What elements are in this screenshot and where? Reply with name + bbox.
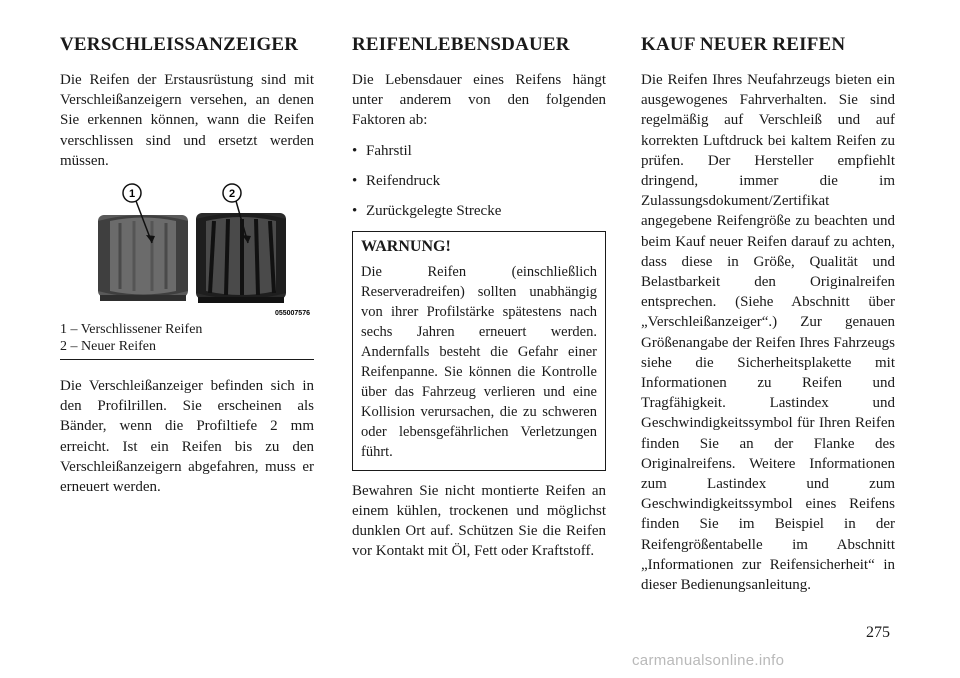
tire-life-factors <box>352 141 606 221</box>
heading-buying-tires: KAUF NEUER REIFEN <box>641 34 846 55</box>
warning-box <box>352 231 606 471</box>
wear-indicators-intro: Die Reifen der Erstausrüstung sind mit Verschleißanzeigern versehen, an denen Sie erkennen können, wann die Reifen verschlissen sind und ersetzt werden müssen. <box>60 72 314 169</box>
wear-indicators-body: Die Verschleißanzeiger befinden sich in den Profilrillen. Sie erscheinen als Bänder, wenn die Profiltiefe 2 mm erreicht. Ist ein Reifen bis zu den Verschleißanzeigern abgefahren, muss er erneuert werden. <box>60 378 314 496</box>
page-number: 275 <box>866 624 890 641</box>
new-tire-image <box>196 213 286 303</box>
column-tire-life <box>352 34 606 561</box>
figure-id: 055007576 <box>274 310 310 318</box>
tire-wear-figure <box>60 181 314 321</box>
callout-2-label: 2 <box>228 188 236 201</box>
column-wear-indicators <box>60 34 314 497</box>
list-item: • Reifendruck <box>352 172 441 189</box>
list-item: • Fahrstil <box>352 142 412 159</box>
caption-divider <box>60 359 314 360</box>
caption-new-tire: 2 – Neuer Reifen <box>60 339 157 355</box>
column-buying-tires <box>641 34 895 595</box>
list-item: • Zurückgelegte Strecke <box>352 202 502 219</box>
caption-worn-tire: 1 – Verschlissener Reifen <box>60 322 203 338</box>
tire-illustration <box>60 181 314 321</box>
warning-title: WARNUNG! <box>361 237 451 255</box>
callout-1-label: 1 <box>128 188 136 201</box>
watermark: carmanualsonline.info <box>632 652 785 669</box>
worn-tire-image <box>98 215 188 301</box>
heading-tire-life: REIFENLEBENSDAUER <box>352 34 570 55</box>
heading-wear-indicators: VERSCHLEISSANZEIGER <box>60 34 299 55</box>
tire-life-intro: Die Lebensdauer eines Reifens hängt unter anderem von den folgenden Faktoren ab: <box>352 72 606 129</box>
warning-text: Die Reifen (einschließlich Reserveradreifen) sollten unabhängig von ihrer Profilstärke spätestens nach sechs Jahren erneuert werden. Andernfalls besteht die Gefahr einer Reifenpanne. Sie können die Kontrolle über das Fahrzeug verlieren und eine Kollision verursachen, die zu schweren oder lebensgefährlichen Verletzungen führt. <box>361 263 597 460</box>
buying-tires-body: Die Reifen Ihres Neufahrzeugs bieten ein ausgewogenes Fahrverhalten. Sie sind regelmäßig auf Verschleiß und auf korrekten Luftdruck bei kaltem Reifen zu prüfen. Der Hersteller empfiehlt dringend, immer die im Zulassungsdokument/Zertifikat angegebene Reifengröße zu beachten und beim Kauf neuer Reifen darauf zu achten, dass diese in Größe, Qualität und Belastbarkeit den Originalreifen entsprechen. (Siehe Abschnitt über „Verschleißanzeiger“.) Zur genauen Größenangabe der Reifen Ihres Fahrzeugs siehe die Sicherheitsplakette mit Informationen zu Reifen und Tragfähigkeit. Lastindex und Geschwindigkeitssymbol für Ihren Reifen finden Sie an der Flanke des Originalreifens. Weitere Informationen zum Lastindex und zum Geschwindigkeitssymbol eines Reifens finden Sie im Beispiel in der Reifengrößentabelle im Abschnitt „Informationen zur Reifensicherheit“ in dieser Bedienungsanleitung. <box>641 72 895 594</box>
storage-text: Bewahren Sie nicht montierte Reifen an einem kühlen, trockenen und möglichst dunklen Ort auf. Schützen Sie die Reifen vor Kontakt mit Öl, Fett oder Kraftstoff. <box>352 482 606 560</box>
